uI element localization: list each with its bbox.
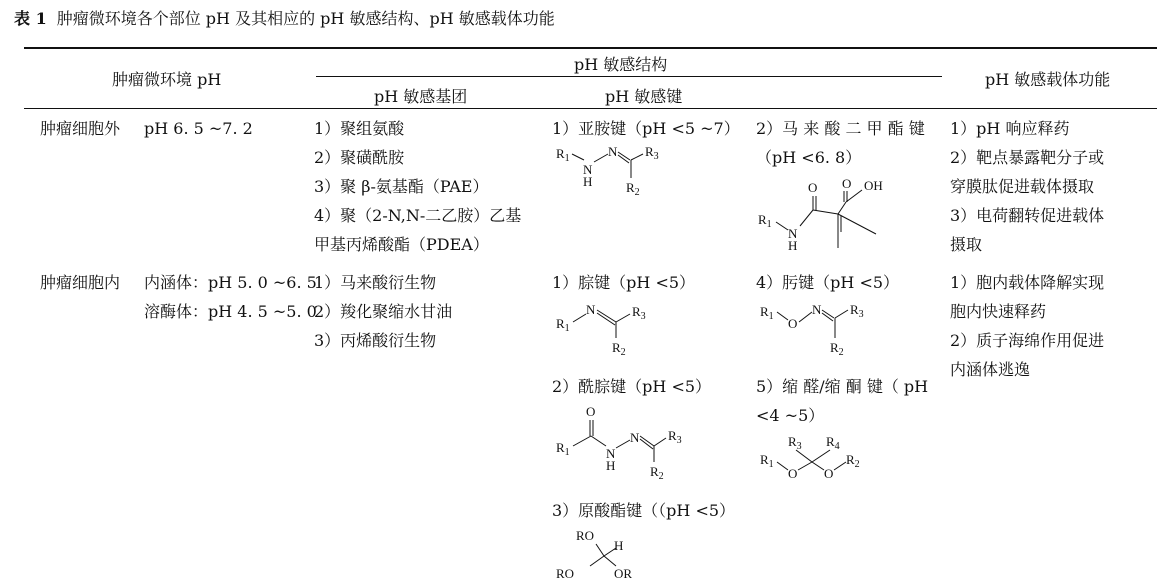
svg-text:R1: $R_1$	[758, 212, 772, 230]
function-item: 1）pH 响应释药	[950, 119, 1070, 138]
svg-text:N: N	[608, 144, 618, 159]
orthoester-bond-label: 3）原酸酯键（（pH <5）	[552, 501, 736, 520]
header-ph-groups: pH 敏感基团	[374, 87, 468, 106]
imine-structure	[556, 142, 696, 197]
function-item: 1）胞内载体降解实现	[950, 273, 1105, 292]
row1-groups	[314, 114, 521, 259]
endosome-ph: 内涵体：pH 5. 0 ~6. 5	[144, 273, 317, 292]
group-item: 1）聚组氨酸	[314, 119, 405, 138]
svg-text:H: H	[614, 538, 624, 553]
svg-text:R1: $R_1$	[556, 316, 570, 334]
svg-text:RO: RO	[556, 566, 575, 581]
row1-functions	[950, 114, 1104, 259]
function-item: 穿膜肽促进载体摄取	[950, 177, 1095, 196]
top-rule	[24, 47, 1157, 49]
svg-text:R3: $R_3$	[668, 428, 682, 446]
function-item: 2）质子海绵作用促进	[950, 331, 1105, 350]
header-carrier-function: pH 敏感载体功能	[985, 70, 1111, 89]
svg-text:N: N	[586, 302, 596, 317]
table-label: 表 1	[14, 9, 47, 28]
svg-text:O: O	[808, 180, 818, 195]
header-ph-structure: pH 敏感结构	[574, 55, 668, 74]
svg-text:N: N	[583, 162, 593, 177]
svg-text:R2: $R_2$	[846, 452, 860, 470]
svg-text:H: H	[583, 174, 593, 189]
row2-ph	[144, 268, 317, 326]
oxime-bond-label: 4）肟键（pH <5）	[756, 273, 900, 292]
row1-site: 肿瘤细胞外	[40, 119, 121, 138]
function-item: 胞内快速释药	[950, 302, 1047, 321]
header-ph-bonds: pH 敏感键	[605, 87, 683, 106]
function-item: 内涵体逃逸	[950, 360, 1031, 379]
group-item: 1）马来酸衍生物	[314, 273, 437, 292]
table-title: 肿瘤微环境各个部位 pH 及其相应的 pH 敏感结构、pH 敏感载体功能	[56, 9, 555, 28]
svg-text:R2: $R_2$	[612, 340, 626, 358]
dimethylmaleate-bond-label: 2）马 来 酸 二 甲 酯 键 （pH <6. 8）	[756, 119, 925, 167]
imine-bond-label: 1）亚胺键（pH <5 ~7）	[552, 119, 740, 138]
svg-text:R4: $R_4$	[826, 434, 840, 452]
acetal-bond-label: 5）缩 醛/缩 酮 键（ pH <4 ~5）	[756, 377, 929, 425]
svg-text:N: N	[788, 226, 798, 241]
row2-functions	[950, 268, 1104, 384]
svg-text:H: H	[606, 458, 616, 473]
header-tumor-ph: 肿瘤微环境 pH	[112, 70, 222, 89]
row2-site: 肿瘤细胞内	[40, 273, 121, 292]
group-item: 3）丙烯酸衍生物	[314, 331, 437, 350]
group-item: 3）聚 β-氨基酯（PAE）	[314, 177, 489, 196]
group-item: 2）羧化聚缩水甘油	[314, 302, 453, 321]
group-rule	[316, 76, 942, 77]
svg-text:R3: $R_3$	[850, 302, 864, 320]
acetal-structure	[760, 432, 900, 492]
svg-text:N: N	[606, 446, 616, 461]
oxime-structure	[760, 298, 890, 362]
svg-text:O: O	[842, 176, 852, 191]
lysosome-ph: 溶酶体：pH 4. 5 ~5. 0	[144, 302, 317, 321]
acylhydrazone-bond-label: 2）酰腙键（pH <5）	[552, 377, 712, 396]
svg-text:R3: $R_3$	[788, 434, 802, 452]
svg-text:R1: $R_1$	[760, 452, 774, 470]
hydrazone-structure	[556, 300, 686, 360]
svg-text:R2: $R_2$	[830, 340, 844, 358]
function-item: 摄取	[950, 235, 983, 254]
svg-text:O: O	[788, 316, 798, 331]
svg-text:R2: $R_2$	[650, 464, 664, 482]
function-item: 3）电荷翻转促进载体	[950, 206, 1105, 225]
row1-ph: pH 6. 5 ~7. 2	[144, 119, 253, 138]
row2-groups	[314, 268, 452, 355]
svg-text:R3: $R_3$	[632, 304, 646, 322]
svg-text:RO: RO	[576, 528, 595, 543]
svg-text:H: H	[788, 238, 798, 253]
acylhydrazone-structure	[556, 402, 706, 482]
table-caption	[14, 6, 555, 29]
dimethylmaleate-structure	[758, 176, 898, 256]
svg-text:R3: $R_3$	[645, 144, 659, 162]
svg-text:N: N	[630, 430, 640, 445]
svg-text:OH: OH	[864, 178, 883, 193]
svg-text:R1: $R_1$	[556, 146, 570, 164]
svg-text:O: O	[824, 466, 834, 481]
orthoester-structure	[556, 526, 666, 584]
svg-text:R2: $R_2$	[626, 180, 640, 198]
hydrazone-bond-label: 1）腙键（pH <5）	[552, 273, 696, 292]
header-bottom-rule	[24, 108, 1157, 109]
group-item: 2）聚磺酰胺	[314, 148, 405, 167]
svg-text:R1: $R_1$	[556, 440, 570, 458]
svg-text:R1: $R_1$	[760, 304, 774, 322]
svg-text:OR: OR	[614, 566, 633, 581]
svg-text:O: O	[586, 404, 596, 419]
group-item: 4）聚（2-N,N-二乙胺）乙基	[314, 206, 522, 225]
group-item: 甲基丙烯酸酯（PDEA）	[314, 235, 489, 254]
function-item: 2）靶点暴露靶分子或	[950, 148, 1105, 167]
svg-text:O: O	[788, 466, 798, 481]
svg-text:N: N	[812, 302, 822, 317]
